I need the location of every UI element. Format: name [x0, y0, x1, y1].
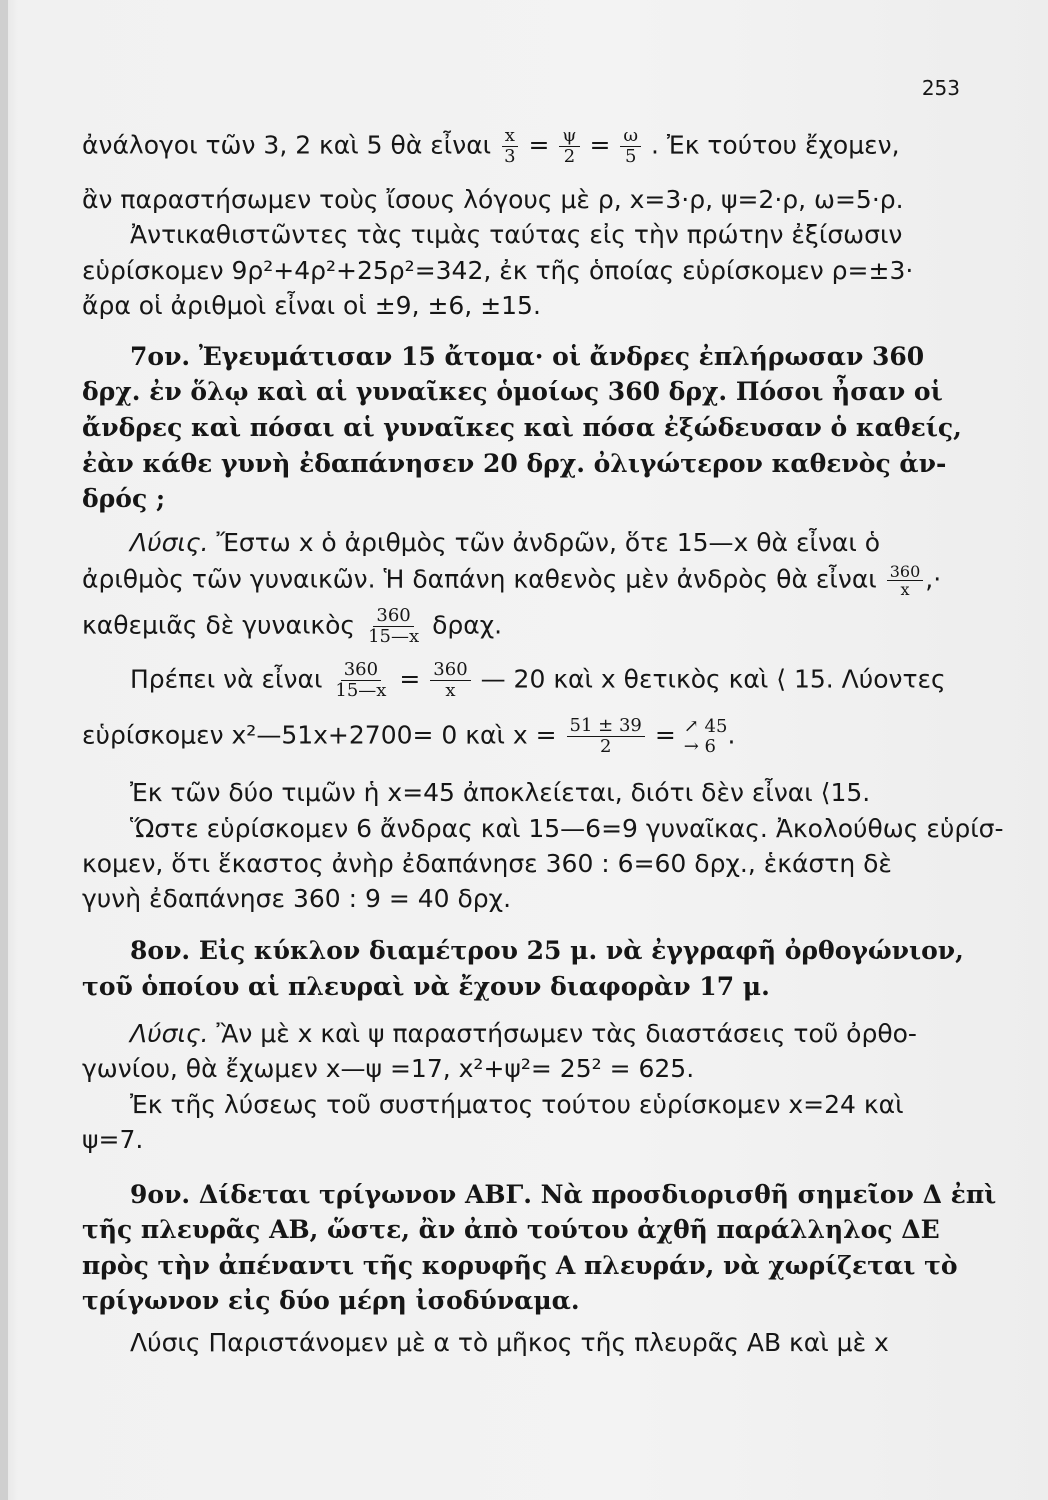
numerator: ψ	[559, 126, 579, 147]
denominator: 15—x	[335, 680, 387, 701]
solution-7-line-4	[130, 659, 946, 701]
solution-7-line-3	[82, 606, 936, 647]
text-line-2: ἂν παραστήσωμεν τοὺς ἴσους λόγους μὲ ρ, x=3·ρ, ψ=2·ρ, ω=5·ρ.	[82, 185, 904, 214]
numerator: x	[502, 126, 518, 147]
problem-7-line-5: δρός ;	[82, 484, 166, 513]
numerator: 360	[341, 660, 381, 681]
problem-9-line-3: πρὸς τὴν ἀπέναντι τῆς κορυφῆς Α πλευράν, νὰ χωρίζεται τὸ	[82, 1251, 958, 1280]
numerator: 360	[430, 660, 470, 681]
problem-8-line-1: 8ον. Εἰς κύκλον διαμέτρου 25 μ. νὰ ἐγγραφῆ ὀρθογώνιον,	[130, 936, 964, 965]
numerator: 51 ± 39	[567, 716, 645, 737]
denominator: x	[445, 680, 456, 701]
fraction-360-x	[887, 563, 924, 598]
problem-7-line-3: ἄνδρες καὶ πόσαι αἱ γυναῖκες καὶ πόσα ἐξώδευσαν ὁ καθείς,	[82, 413, 962, 442]
solution-label: Λύσις.	[130, 1019, 209, 1048]
denominator: 3	[504, 146, 516, 167]
text-segment: — 20 καὶ x θετικὸς καὶ ⟨ 15. Λύοντες	[480, 664, 946, 694]
text-segment: ἀριθμὸς τῶν γυναικῶν. Ἡ δαπάνη καθενὸς μὲν ἀνδρὸς θὰ εἶναι	[82, 564, 877, 594]
solution-9-line-1: Λύσις Παριστάνομεν μὲ α τὸ μῆκος τῆς πλευρᾶς ΑΒ καὶ μὲ x	[130, 1328, 889, 1357]
solution-7-line-5	[82, 716, 936, 757]
problem-9-line-4: τρίγωνον εἰς δύο μέρη ἰσοδύναμα.	[82, 1286, 580, 1315]
root-branches	[684, 717, 728, 757]
text-segment: ἀνάλογοι τῶν 3, 2 καὶ 5 θὰ εἶναι	[82, 130, 492, 160]
problem-7-line-4: ἐὰν κάθε γυνὴ ἐδαπάνησεν 20 δρχ. ὀλιγώτερον καθενὸς ἀν-	[82, 449, 947, 478]
text-segment: καθεμιᾶς δὲ γυναικὸς	[82, 610, 356, 640]
text-segment: δραχ.	[432, 610, 503, 640]
text-segment: ,·	[925, 564, 942, 594]
problem-7-line-2: δρχ. ἐν ὅλῳ καὶ αἱ γυναῖκες ὁμοίως 360 δρχ. Πόσοι ἦσαν οἱ	[82, 377, 943, 406]
equals-sign: =	[589, 130, 611, 160]
denominator: 15—x	[368, 626, 420, 647]
numerator: 360	[887, 563, 924, 581]
solution-8-line-2: γωνίου, θὰ ἔχωμεν x—ψ =17, x²+ψ²= 25² = 625.	[82, 1054, 695, 1083]
fraction-x-3	[501, 126, 518, 167]
text-segment: Ἂν μὲ x καὶ ψ παραστήσωμεν τὰς διαστάσεις τοῦ ὀρθο-	[216, 1019, 917, 1048]
root-45: ↗ 45	[683, 715, 728, 737]
page-number: 253	[921, 76, 960, 100]
solution-8-line-4: ψ=7.	[82, 1125, 144, 1154]
problem-9-line-2: τῆς πλευρᾶς ΑΒ, ὥστε, ἂν ἀπὸ τούτου ἀχθῆ παράλληλος ΔΕ	[82, 1215, 940, 1244]
problem-9-line-1: 9ον. Δίδεται τρίγωνον ΑΒΓ. Νὰ προσδιορισθῆ σημεῖον Δ ἐπὶ	[130, 1180, 997, 1209]
fraction-360-x	[430, 660, 470, 701]
solution-label: Λύσις.	[130, 528, 209, 557]
text-segment: .	[727, 720, 736, 750]
equals-sign: =	[654, 720, 676, 750]
problem-7-line-1: 7ον. Ἐγευμάτισαν 15 ἄτομα· οἱ ἄνδρες ἐπλήρωσαν 360	[130, 342, 925, 371]
text-segment: εὑρίσκομεν x²—51x+2700= 0 καὶ x =	[82, 720, 557, 750]
solution-7-line-6: Ἐκ τῶν δύο τιμῶν ἡ x=45 ἀποκλείεται, διότι δὲν εἶναι ⟨15.	[130, 778, 871, 807]
solution-8-line-1	[130, 1019, 936, 1049]
solution-8-line-3: Ἐκ τῆς λύσεως τοῦ συστήματος τούτου εὑρίσκομεν x=24 καὶ	[130, 1090, 904, 1119]
fraction-omega-5	[620, 126, 641, 167]
text-segment: Πρέπει νὰ εἶναι	[130, 664, 323, 694]
text-line-3: Ἀντικαθιστῶντες τὰς τιμὰς ταύτας εἰς τὴν πρώτην ἐξίσωσιν	[130, 220, 903, 249]
problem-8-line-2: τοῦ ὁποίου αἱ πλευραὶ νὰ ἔχουν διαφορὰν 17 μ.	[82, 972, 770, 1001]
solution-7-line-1	[130, 528, 936, 558]
text-segment: . Ἐκ τούτου ἔχομεν,	[651, 130, 900, 160]
numerator: ω	[620, 126, 641, 147]
text-segment: Ἔστω x ὁ ἀριθμὸς τῶν ἀνδρῶν, ὅτε 15—x θὰ εἶναι ὁ	[216, 528, 881, 557]
text-line-5: ἄρα οἱ ἀριθμοὶ εἶναι οἱ ±9, ±6, ±15.	[82, 291, 541, 320]
text-line-4: εὑρίσκομεν 9ρ²+4ρ²+25ρ²=342, ἐκ τῆς ὁποίας εὑρίσκομεν ρ=±3·	[82, 256, 914, 285]
denominator: 2	[599, 736, 612, 757]
fraction-psi-2	[559, 126, 579, 167]
fraction-360-15-x	[332, 660, 389, 701]
equals-sign: =	[528, 130, 550, 160]
denominator: x	[900, 580, 910, 599]
page-gutter	[0, 0, 8, 1500]
solution-7-line-2	[82, 562, 942, 599]
fraction-51-pm-39-over-2	[567, 716, 645, 757]
solution-7-line-9: γυνὴ ἐδαπάνησε 360 : 9 = 40 δρχ.	[82, 884, 512, 913]
denominator: 5	[625, 146, 637, 167]
solution-7-line-8: κομεν, ὅτι ἕκαστος ἀνὴρ ἐδαπάνησε 360 : 6=60 δρχ., ἑκάστη δὲ	[82, 849, 892, 878]
denominator: 2	[563, 146, 576, 167]
text-line-1	[82, 126, 936, 167]
numerator: 360	[373, 606, 413, 627]
root-6: → 6	[683, 735, 716, 757]
fraction-360-15-x	[365, 606, 422, 647]
equals-sign: =	[399, 664, 421, 694]
solution-7-line-7: Ὥστε εὑρίσκομεν 6 ἄνδρας καὶ 15—6=9 γυναῖκας. Ἀκολούθως εὑρίσ-	[130, 814, 1004, 843]
